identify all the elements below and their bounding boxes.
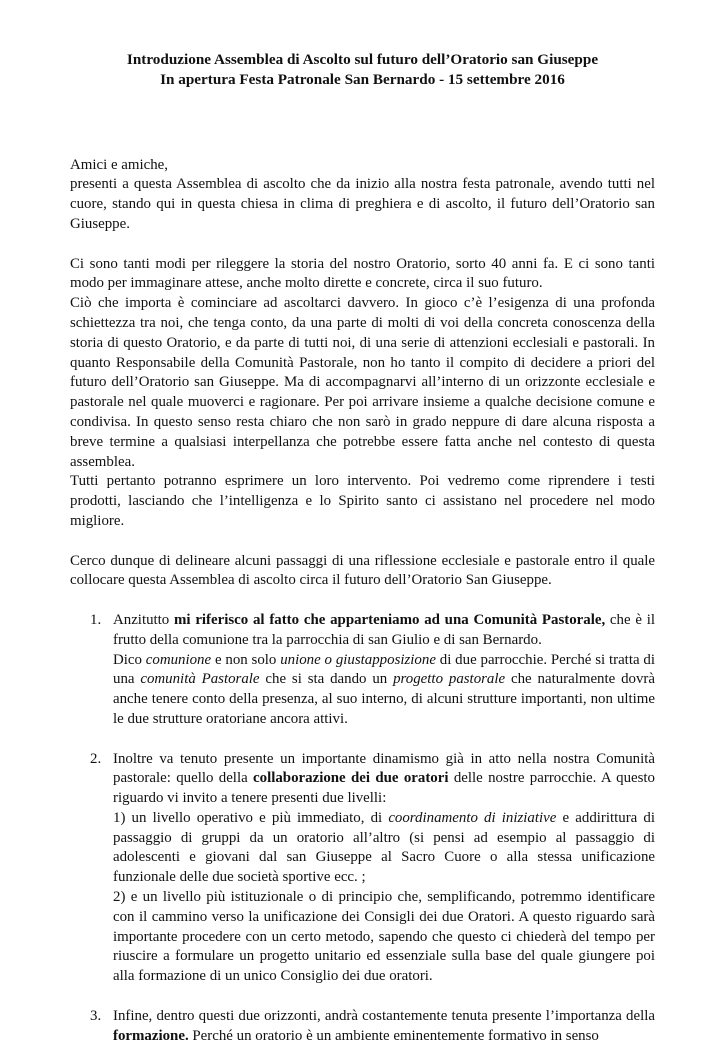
list-item [70, 1007, 655, 1046]
list-number: 2. [90, 750, 102, 767]
paragraph-history: Ci sono tanti modi per rileggere la storia del nostro Oratorio, sorto 40 anni fa. E ci sono tanti modo per immaginare attese, anche molto dirette e concrete, circa il suo futuro. [70, 255, 655, 292]
paragraph-outline: Cerco dunque di delineare alcuni passaggi di una riflessione ecclesiale e pastorale entro il quale collocare questa Assemblea di ascolto circa il futuro dell’Oratorio San Giuseppe. [70, 552, 655, 589]
item3-bold: formazione. [113, 1027, 189, 1044]
item1-text-b: Dico comunione e non solo unione o giustapposizione di due parrocchie. Perché si tratta di una comunità Pastorale che si sta dando un progetto pastorale che naturalmente dovrà anche tenere conto della presenza, al suo interno, di alcuni strutture importanti, non ultime le due strutture oratoriane ancora attivi. [113, 651, 655, 727]
item2-text-c: 2) e un livello più istituzionale o di principio che, semplificando, potremmo identificare con il cammino verso la unificazione dei Consigli dei due Oratori. A questo riguardo sarà importante procedere con un certo metodo, sapendo che questo ci chiederà del tempo per riuscire a formulare un progetto unitario ed essenziale sulla base del quale giungere poi alla formazione di un unico Consiglio dei due oratori. [113, 889, 655, 985]
paragraph-opening: presenti a questa Assemblea di ascolto che da inizio alla nostra festa patronale, avendo tutti nel cuore, stando qui in questa chiesa in clima di preghiera e di ascolto, il futuro dell’Oratorio san Giuseppe. [70, 176, 655, 232]
item2-text-b: 1) un livello operativo e più immediato, di coordinamento di iniziative e addirittura di passaggio di gruppi da un oratorio all’altro (si pensi ad esempio al passaggio di adolescenti e giovani dal san Giuseppe al Sacro Cuore o alla stessa unificazione funzionale delle due società sportive ecc. ; [113, 809, 655, 886]
greeting: Amici e amiche, [70, 156, 168, 173]
document-body [70, 156, 655, 1046]
item2-text-a: Inoltre va tenuto presente un importante dinamismo già in atto nella nostra Comunità pastorale: quello della collaborazione dei due oratori delle nostre parrocchie. A questo riguardo vi invito a tenere presenti due livelli: [113, 750, 655, 807]
list-item [70, 611, 655, 730]
item1-bold: mi riferisco al fatto che apparteniamo ad una Comunità Pastorale, [174, 611, 606, 628]
document-title: Introduzione Assemblea di Ascolto sul futuro dell’Oratorio san Giuseppe [126, 51, 599, 68]
item3-text-a: Infine, dentro questi due orizzonti, andrà costantemente tenuta presente l’importanza della formazione. Perché un oratorio è un ambiente eminentemente formativo in senso [113, 1007, 655, 1044]
list-number: 1. [90, 611, 102, 628]
numbered-list [70, 611, 655, 1046]
list-item [70, 750, 655, 988]
document-subtitle: In apertura Festa Patronale San Bernardo - 15 settembre 2016 [160, 70, 565, 88]
paragraph-interventions: Tutti pertanto potranno esprimere un loro intervento. Poi vedremo come riprendere i testi prodotti, lasciando che l’intelligenza e lo Spirito santo ci assistano nel procedere nel modo migliore. [70, 473, 655, 529]
paragraph-listening: Ciò che importa è cominciare ad ascoltarci davvero. In gioco c’è l’esigenza di una profonda schiettezza tra noi, che tenga conto, da una parte di molti di voi della concreta conoscenza della storia di questo Oratorio, e da parte di tutti noi, di una serie di attenzioni ecclesiali e pastorali. In quanto Responsabile della Comunità Pastorale, non ho tanto il compito di decidere a priori del futuro dell’Oratorio san Giuseppe. Ma di accompagnarvi all’interno di un orizzonte ecclesiale e pastorale nel quale muoverci e ragionare. Per poi arrivare insieme a qualche decisione comune e condivisa. In questo senso resta chiaro che non sarò in grado neppure di dare alcuna risposta a breve termine a qualsiasi interpellanza che potrebbe essere fatta anche nel contesto di questa assemblea. [70, 295, 655, 470]
item1-text-a: Anzitutto mi riferisco al fatto che apparteniamo ad una Comunità Pastorale, che è il frutto della comunione tra la parrocchia di san Giulio e di san Bernardo. [113, 611, 655, 648]
list-number: 3. [90, 1007, 102, 1024]
item2-bold: collaborazione dei due oratori [253, 770, 449, 787]
document-header [70, 50, 655, 90]
